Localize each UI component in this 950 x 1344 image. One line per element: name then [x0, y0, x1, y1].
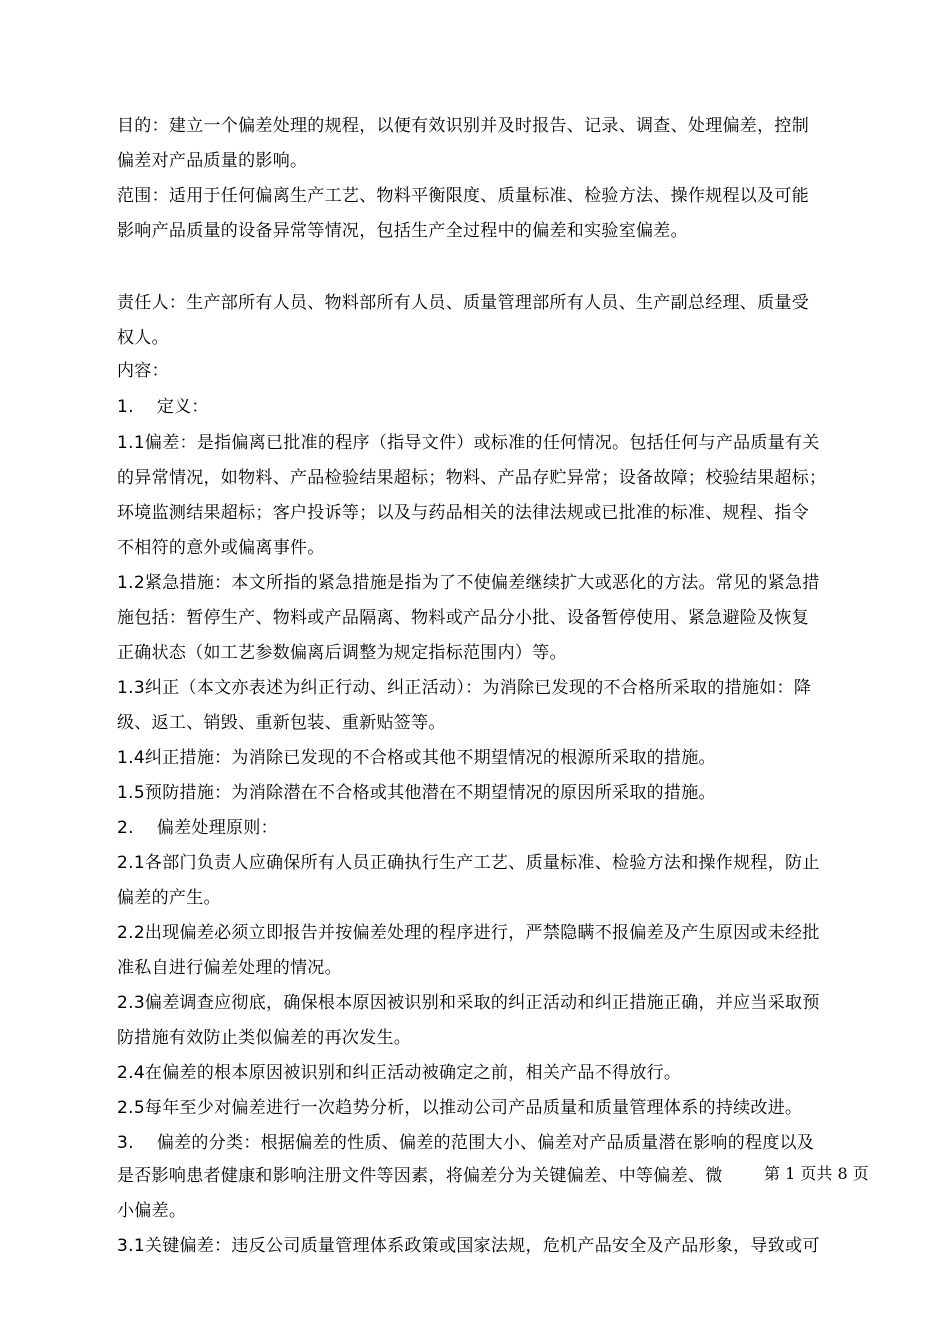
paragraph-line: 3.1关键偏差：违反公司质量管理体系政策或国家法规，危机产品安全及产品形象，导致或可 [117, 1236, 820, 1256]
paragraph-line: 偏差的产生。 [117, 888, 221, 908]
section-3-heading: 3. 偏差的分类：根据偏差的性质、偏差的范围大小、偏差对产品质量潜在影响的程度以及 [117, 1133, 815, 1153]
paragraph-line: 正确状态（如工艺参数偏离后调整为规定指标范围内）等。 [117, 643, 567, 663]
paragraph-line: 1.2紧急措施：本文所指的紧急措施是指为了不使偏差继续扩大或恶化的方法。常见的紧急措 [117, 573, 820, 593]
paragraph-line: 2.4在偏差的根本原因被识别和纠正活动被确定之前，相关产品不得放行。 [117, 1063, 682, 1083]
purpose-line-1: 目的：建立一个偏差处理的规程，以便有效识别并及时报告、记录、调查、处理偏差，控制 [117, 116, 809, 136]
scope-line-2: 影响产品质量的设备异常等情况，包括生产全过程中的偏差和实验室偏差。 [117, 221, 688, 241]
paragraph-line: 1.5预防措施：为消除潜在不合格或其他潜在不期望情况的原因所采取的措施。 [117, 783, 716, 803]
paragraph-line: 的异常情况，如物料、产品检验结果超标；物料、产品存贮异常；设备故障；校验结果超标； [117, 468, 827, 488]
paragraph-line: 2.1各部门负责人应确保所有人员正确执行生产工艺、质量标准、检验方法和操作规程，防止 [117, 853, 820, 873]
section-1-heading: 1. 定义： [117, 397, 209, 417]
purpose-line-2: 偏差对产品质量的影响。 [117, 151, 308, 171]
paragraph-line: 2.3偏差调查应彻底，确保根本原因被识别和采取的纠正活动和纠正措施正确，并应当采取预 [117, 993, 820, 1013]
paragraph-line: 防措施有效防止类似偏差的再次发生。 [117, 1028, 412, 1048]
paragraph-line: 环境监测结果超标；客户投诉等；以及与药品相关的法律法规或已批准的标准、规程、指令 [117, 503, 809, 523]
paragraph-line: 准私自进行偏差处理的情况。 [117, 958, 342, 978]
page-number: 第 1 页共 8 页 [764, 1164, 869, 1183]
paragraph-line: 1.4纠正措施：为消除已发现的不合格或其他不期望情况的根源所采取的措施。 [117, 748, 716, 768]
paragraph-line: 1.1偏差：是指偏离已批准的程序（指导文件）或标准的任何情况。包括任何与产品质量有关 [117, 433, 820, 453]
paragraph-line: 2.2出现偏差必须立即报告并按偏差处理的程序进行，严禁隐瞒不报偏差及产生原因或未经批 [117, 923, 820, 943]
paragraph-line: 2.5每年至少对偏差进行一次趋势分析，以推动公司产品质量和质量管理体系的持续改进。 [117, 1098, 803, 1118]
paragraph-line: 小偏差。 [117, 1201, 187, 1221]
responsible-line-2: 权人。 [117, 328, 169, 348]
content-heading: 内容： [117, 361, 169, 381]
scope-line-1: 范围：适用于任何偏离生产工艺、物料平衡限度、质量标准、检验方法、操作规程以及可能 [117, 186, 809, 206]
paragraph-line: 1.3纠正（本文亦表述为纠正行动、纠正活动）：为消除已发现的不合格所采取的措施如：降 [117, 678, 812, 698]
responsible-line-1: 责任人：生产部所有人员、物料部所有人员、质量管理部所有人员、生产副总经理、质量受 [117, 293, 809, 313]
paragraph-line: 级、返工、销毁、重新包装、重新贴签等。 [117, 713, 446, 733]
section-2-heading: 2. 偏差处理原则： [117, 818, 278, 838]
paragraph-line: 不相符的意外或偏离事件。 [117, 538, 325, 558]
paragraph-line: 施包括：暂停生产、物料或产品隔离、物料或产品分小批、设备暂停使用、紧急避险及恢复 [117, 608, 809, 628]
paragraph-line: 是否影响患者健康和影响注册文件等因素，将偏差分为关键偏差、中等偏差、微 [117, 1166, 723, 1186]
